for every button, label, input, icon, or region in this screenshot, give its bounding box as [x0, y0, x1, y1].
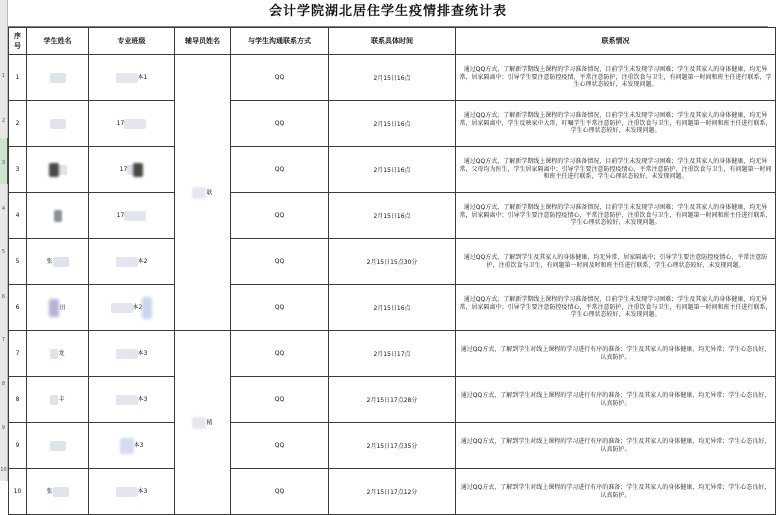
cell-num[interactable]: 5 — [9, 239, 27, 285]
redacted-major — [111, 303, 133, 313]
cell-major[interactable]: 17 — [89, 193, 175, 239]
cell-method[interactable]: QQ — [231, 55, 329, 101]
cell-situation[interactable]: 通过QQ方式，了解新学期线上课程的学习准备情况，目前学生未发现学习困难；学生及其家人的身体健康，均无异常，居家隔离中；引导学生要注意防控疫情心，平常注意防护，注重饮食与卫生，有问题第一时间和班主任进行联系，学生心理状态较好，未发现问题。 — [456, 193, 776, 239]
cell-situation[interactable]: 通过QQ方式，了解新学期线上课程的学习准备情况，目前学生未发现学习困难；学生及其家人的身体健康，均无异常，居家隔离中；引导学生要注意防控疫情心，平常注意防护，注重饮食与卫生，有问题第一时间和班主任进行联系，学生心理状态较好，未发现问题。 — [456, 285, 776, 331]
cell-name[interactable] — [27, 423, 89, 469]
cell-num[interactable]: 4 — [9, 193, 27, 239]
cell-time[interactable]: 2月15日17点12分 — [329, 469, 456, 515]
row-header-number[interactable]: 9 — [1, 425, 6, 431]
redacted-counselor — [192, 417, 206, 429]
header-time[interactable]: 联系具体时间 — [329, 28, 456, 55]
table-row[interactable] — [9, 239, 776, 285]
redacted-major — [116, 349, 138, 359]
cell-time[interactable]: 2月15日16点 — [329, 285, 456, 331]
redacted-counselor — [192, 187, 206, 199]
cell-method[interactable]: QQ — [231, 469, 329, 515]
cell-method[interactable]: QQ — [231, 331, 329, 377]
cell-major[interactable]: 本1 — [89, 55, 175, 101]
row-header-number[interactable]: 3 — [1, 160, 6, 166]
cell-time[interactable]: 2月15日17点28分 — [329, 377, 456, 423]
cell-situation[interactable]: 通过QQ方式，了解到学生对线上课程的学习进行有序的准备；学生及其家人的身体健康，均无异常；学生心态良好，认真防护。 — [456, 423, 776, 469]
cell-num[interactable]: 1 — [9, 55, 27, 101]
header-counselor[interactable]: 辅导员姓名 — [175, 28, 231, 55]
cell-major[interactable]: 本2 — [89, 285, 175, 331]
table-row[interactable] — [9, 377, 776, 423]
row-header-number[interactable]: 1 — [1, 73, 6, 79]
row-header-number[interactable]: 7 — [1, 337, 6, 343]
cell-major[interactable]: 本3 — [89, 377, 175, 423]
cell-situation[interactable]: 通过QQ方式，了解到学生对线上课程的学习进行有序的准备；学生及其家人的身体健康，均无异常；学生心态良好，认真防护。 — [456, 331, 776, 377]
redacted-major — [120, 438, 134, 454]
cell-method[interactable]: QQ — [231, 285, 329, 331]
data-table — [8, 27, 776, 515]
redacted-name — [53, 257, 69, 267]
cell-counselor[interactable]: 耿 — [175, 55, 231, 331]
row-header-number[interactable]: 8 — [1, 381, 6, 387]
redacted-name — [50, 119, 66, 129]
cell-name[interactable] — [27, 147, 89, 193]
cell-situation[interactable]: 通过QQ方式，了解新学期线上课程的学习准备情况，目前学生未发现学习困难；学生及其家人的身体健康，均无异常，居家隔离中；引导学生要注意防控疫情，平常注意防护，注重饮食与卫生，有问题第一时间和班主任进行联系，学生心理状态较好，未发现问题。 — [456, 55, 776, 101]
row-header-number[interactable]: 5 — [1, 249, 6, 255]
redacted-name-2 — [59, 165, 67, 175]
cell-name[interactable]: 张 — [27, 469, 89, 515]
header-major[interactable]: 专业班级 — [89, 28, 175, 55]
cell-name[interactable]: 龙 — [27, 331, 89, 377]
redacted-major — [116, 487, 138, 497]
redacted-major — [116, 73, 138, 83]
table-row[interactable] — [9, 147, 776, 193]
header-name[interactable]: 学生姓名 — [27, 28, 89, 55]
cell-time[interactable]: 2月15日17点 — [329, 331, 456, 377]
header-situation[interactable]: 联系情况 — [456, 28, 776, 55]
cell-num[interactable]: 3 — [9, 147, 27, 193]
header-row — [9, 28, 776, 55]
cell-major[interactable]: 本2 — [89, 239, 175, 285]
cell-time[interactable]: 2月15日16点 — [329, 193, 456, 239]
row-header-number[interactable]: 2 — [1, 118, 6, 124]
cell-major[interactable]: 本3 — [89, 469, 175, 515]
redacted-major — [124, 211, 146, 221]
cell-major[interactable]: 本3 — [89, 423, 175, 469]
cell-situation[interactable]: 通过QQ方式，了解新学期线上课程的学习准备情况，目前学生未发现学习困难；学生及其家人的身体健康，均无异常，父母均为医生，学生居家隔离中；引导学生要注意防控疫情心，平常注意防护，注重饮食与卫生，有问题第一时间和班主任进行联系，学生心理状态较好，未发现问题。 — [456, 147, 776, 193]
cell-major[interactable]: 本3 — [89, 331, 175, 377]
table-row[interactable] — [9, 423, 776, 469]
redacted-major-2 — [133, 163, 143, 177]
cell-name[interactable] — [27, 101, 89, 147]
cell-situation[interactable]: 通过QQ方式，了解到学生及其家人的身体健康，均无异常，居家隔离中；引导学生要注意防控疫情心，平常注意防护，注重饮食与卫生，有问题第一时间及时和班主任进行联系，学生心理状态较好，未发现问题。 — [456, 239, 776, 285]
cell-time[interactable]: 2月15日16点 — [329, 147, 456, 193]
cell-name[interactable] — [27, 55, 89, 101]
cell-situation[interactable]: 通过QQ方式，了解到学生对线上课程的学习进行有序的准备；学生及其家人的身体健康，均无异常；学生心态良好，认真防护。 — [456, 469, 776, 515]
cell-method[interactable]: QQ — [231, 423, 329, 469]
cell-name[interactable]: 张 — [27, 239, 89, 285]
cell-time[interactable]: 2月15日17点35分 — [329, 423, 456, 469]
cell-num[interactable]: 9 — [9, 423, 27, 469]
cell-major[interactable]: 17 — [89, 147, 175, 193]
cell-situation[interactable]: 通过QQ方式，了解新学期线上课程的学习准备情况，目前学生未发现学习困难；学生及其家人的身体健康，均无异常，居家隔离中，学生反映家中大哥，叮嘱学生平常注意防护，注重饮食与卫生，有问题第一时间和班主任进行联系，学生心理状态较好，未发现问题。 — [456, 101, 776, 147]
row-header-number[interactable]: 10 — [0, 467, 7, 473]
cell-method[interactable]: QQ — [231, 239, 329, 285]
header-method[interactable]: 与学生沟通联系方式 — [231, 28, 329, 55]
cell-name[interactable] — [27, 193, 89, 239]
redacted-name — [54, 210, 62, 222]
redacted-name — [53, 487, 69, 497]
cell-num[interactable]: 6 — [9, 285, 27, 331]
cell-time[interactable]: 2月15日16点 — [329, 101, 456, 147]
redacted-name — [50, 73, 66, 83]
cell-method[interactable]: QQ — [231, 377, 329, 423]
cell-method[interactable]: QQ — [231, 193, 329, 239]
table-row[interactable] — [9, 101, 776, 147]
sheet-title: 会计学院湖北居住学生疫情排查统计表 — [8, 0, 768, 27]
table-row[interactable] — [9, 331, 776, 377]
cell-time[interactable]: 2月15日15点30分 — [329, 239, 456, 285]
redacted-major — [116, 395, 138, 405]
cell-counselor[interactable]: 精 — [175, 331, 231, 515]
cell-method[interactable]: QQ — [231, 101, 329, 147]
row-header-number[interactable]: 4 — [1, 206, 6, 212]
redacted-major-2 — [142, 297, 152, 319]
cell-name[interactable]: 田 — [27, 285, 89, 331]
redacted-name — [50, 441, 66, 451]
cell-num[interactable]: 7 — [9, 331, 27, 377]
cell-num[interactable]: 10 — [9, 469, 27, 515]
table-row[interactable] — [9, 193, 776, 239]
cell-major[interactable]: 17 — [89, 101, 175, 147]
table-row[interactable] — [9, 285, 776, 331]
header-num[interactable]: 序号 — [9, 28, 27, 55]
table-row[interactable] — [9, 469, 776, 515]
redacted-name — [49, 163, 59, 177]
cell-name[interactable]: 丰 — [27, 377, 89, 423]
cell-num[interactable]: 2 — [9, 101, 27, 147]
redacted-name — [49, 299, 59, 317]
redacted-major — [124, 119, 146, 129]
table-row[interactable] — [9, 55, 776, 101]
row-header-number[interactable]: 6 — [1, 294, 6, 300]
cell-situation[interactable]: 通过QQ方式，了解到学生对线上课程的学习进行有序的准备；学生及其家人的身体健康，均无异常；学生心态良好，认真防护。 — [456, 377, 776, 423]
redacted-major — [116, 257, 138, 267]
cell-time[interactable]: 2月15日16点 — [329, 55, 456, 101]
cell-method[interactable]: QQ — [231, 147, 329, 193]
cell-num[interactable]: 8 — [9, 377, 27, 423]
